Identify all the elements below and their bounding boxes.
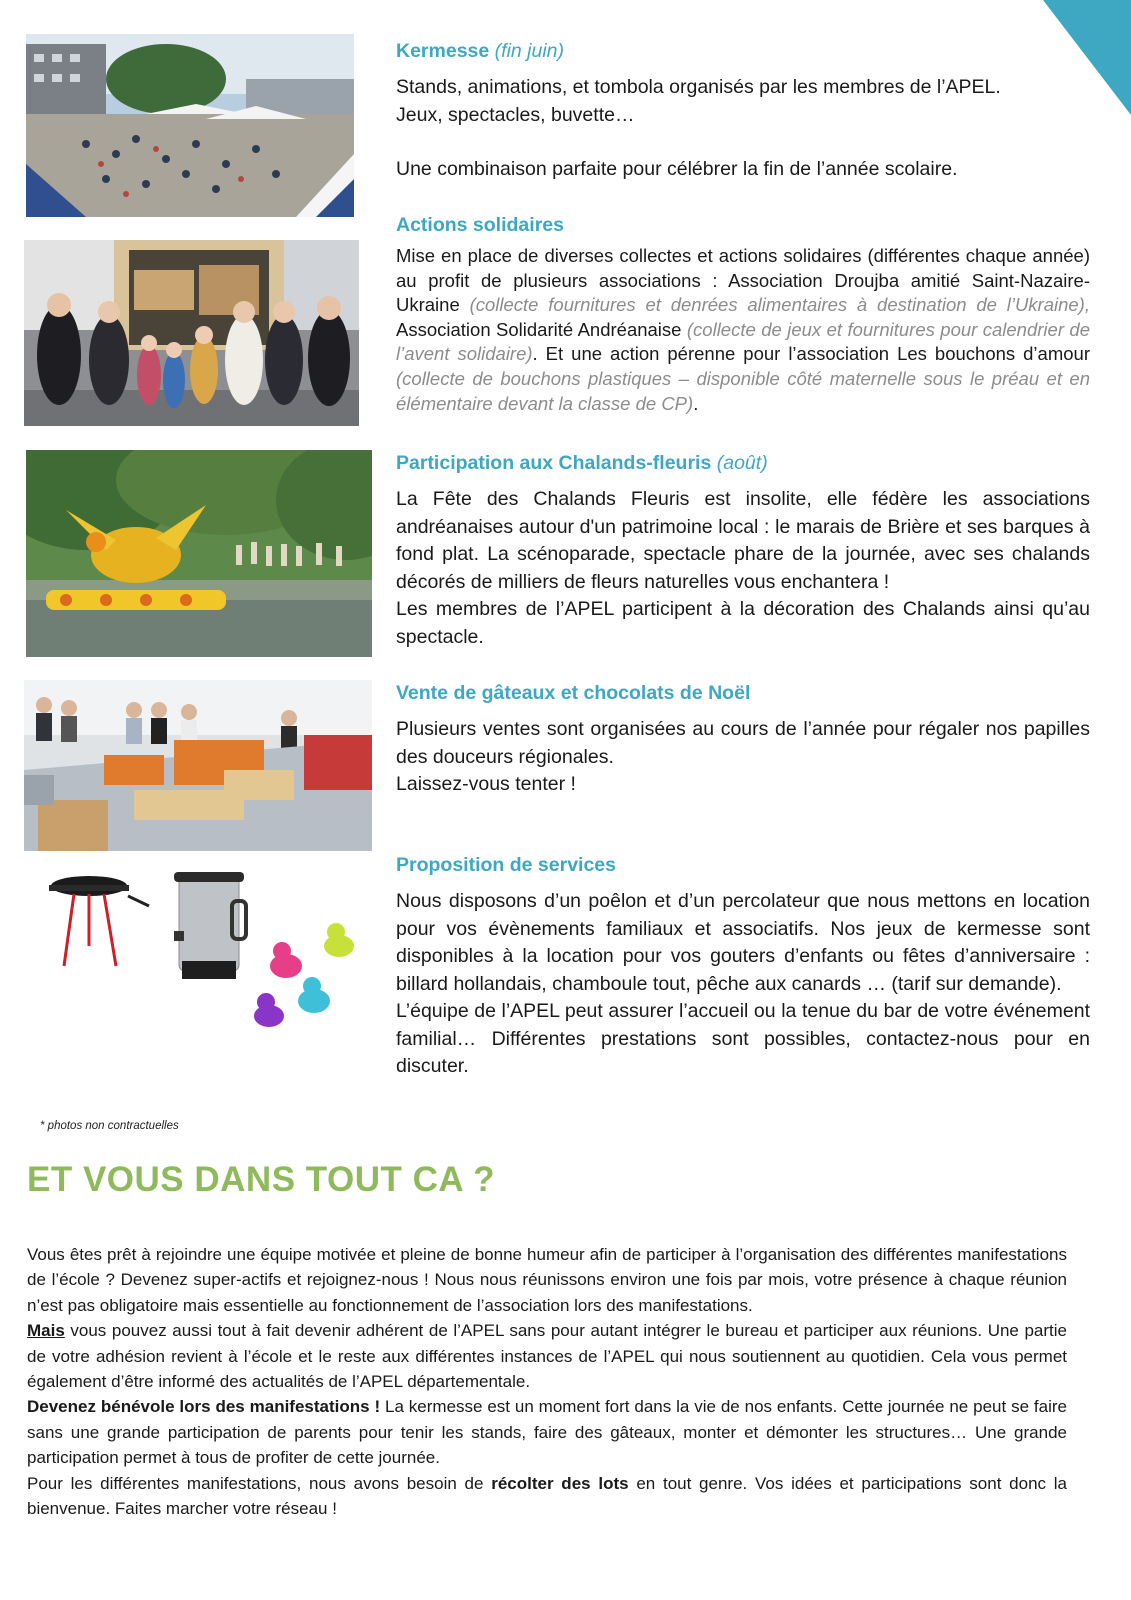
services-text [396, 852, 1090, 1081]
section-kermesse [24, 34, 1090, 219]
chalands-text [396, 450, 1090, 651]
vente-photo [24, 680, 372, 851]
percolator-icon [174, 872, 246, 979]
services-photo [24, 866, 364, 1046]
bottom-text [27, 1242, 1067, 1521]
bottom-p1: Vous êtes prêt à rejoindre une équipe motivée et pleine de bonne humeur afin de participer à l’organisation des différentes manifestations de l’école ? Devenez super-actifs et rejoignez-nous ! Nous nous réunissons environ une fois par mois, votre présence à chaque réunion n’est pas obligatoire mais essentielle au fonctionnement de l’association lors des manifestations. [27, 1245, 1067, 1315]
chalands-p2: Les membres de l’APEL participent à la décoration des Chalands ainsi qu’au spectacle. [396, 598, 1090, 648]
bottom-p4: Pour les différentes manifestations, nous avons besoin de récolter des lots en tout genre. Vos idées et participations sont donc la bienvenue. Faites marcher votre réseau ! [27, 1473, 1068, 1519]
photo-disclaimer: * photos non contractuelles [40, 1120, 179, 1132]
solidaires-title: Actions solidaires [396, 214, 564, 236]
bottom-p3: Devenez bénévole lors des manifestations ! La kermesse est un moment fort dans la vie de nos enfants. Cette journée ne peut se faire sans une grande participation de parents pour tenir les stands, faire des gâteaux, monter et démonter les structures… Une grande participation permet à tous de profiter de cette journée. [27, 1397, 1067, 1468]
vente-p2: Laissez-vous tenter ! [396, 773, 576, 795]
section-chalands [24, 450, 1090, 660]
chalands-title: Participation aux Chalands-fleuris (août) [396, 452, 768, 474]
solidaires-paragraph: Mise en place de diverses collectes et actions solidaires (différentes chaque année) au profit de plusieurs associations : Association Droujba amitié Saint-Nazaire-Ukraine (collecte fournitures et denrées alimentaires à destination de l’Ukraine), Association Solidarité Andréanaise (collecte de jeux et fournitures pour calendrier de l’avent solidaire). Et une action pérenne pour l’association Les bouchons d’amour (collecte de bouchons plastiques – disponible côté maternelle sous le préau et en élémentaire devant la classe de CP). [396, 245, 1090, 414]
kermesse-line3: Une combinaison parfaite pour célébrer la fin de l’année scolaire. [396, 158, 958, 180]
vente-text [396, 680, 1090, 799]
services-p1: Nous disposons d’un poêlon et d’un percolateur que nous mettons en location pour vos évènements familiaux et associatifs. Nos jeux de kermesse sont disponibles à la location pour vos gouters d’enfants ou fêtes d’anniversaire : billard hollandais, chamboule tout, pêche aux canards … (tarif sur demande). [396, 890, 1090, 995]
services-p2: L’équipe de l’APEL peut assurer l’accueil ou la tenue du bar de votre événement familial… Différentes prestations sont possibles, contactez-nous pour en discuter. [396, 1000, 1090, 1077]
section-vente [24, 680, 1090, 852]
solidaires-photo [24, 240, 359, 426]
chalands-p1: La Fête des Chalands Fleuris est insolite, elle fédère les associations andréanaises autour d'un patrimoine local : le marais de Brière et ses barques à fond plat. La scénoparade, spectacle phare de la journée, avec ses chalands décorés de milliers de fleurs naturelles vous enchantera ! [396, 488, 1090, 593]
section-services [24, 854, 1090, 1136]
vente-title: Vente de gâteaux et chocolats de Noël [396, 682, 751, 704]
bottom-p2: Mais vous pouvez aussi tout à fait devenir adhérent de l’APEL sans pour autant intégrer le bureau et participer aux réunions. Une partie de votre adhésion revient à l’école et le reste aux différentes instances de l’APEL qui nous soutiennent au quotidien. Cela vous permet également d’être informé des actualités de l’APEL départementale. [27, 1321, 1067, 1392]
solidaires-text [396, 212, 1090, 416]
kermesse-title: Kermesse (fin juin) [396, 40, 565, 62]
kermesse-text [396, 38, 1082, 184]
services-title: Proposition de services [396, 854, 616, 876]
vente-p1: Plusieurs ventes sont organisées au cours de l’année pour régaler nos papilles des douceurs régionales. [396, 718, 1090, 768]
kermesse-photo [26, 34, 354, 217]
kermesse-line2: Jeux, spectacles, buvette… [396, 103, 635, 126]
chalands-photo [26, 450, 372, 657]
section-solidaires [24, 212, 1090, 432]
section-heading: ET VOUS DANS TOUT CA ? [27, 1160, 495, 1199]
kermesse-line1: Stands, animations, et tombola organisés par les membres de l’APEL. [396, 76, 1001, 98]
